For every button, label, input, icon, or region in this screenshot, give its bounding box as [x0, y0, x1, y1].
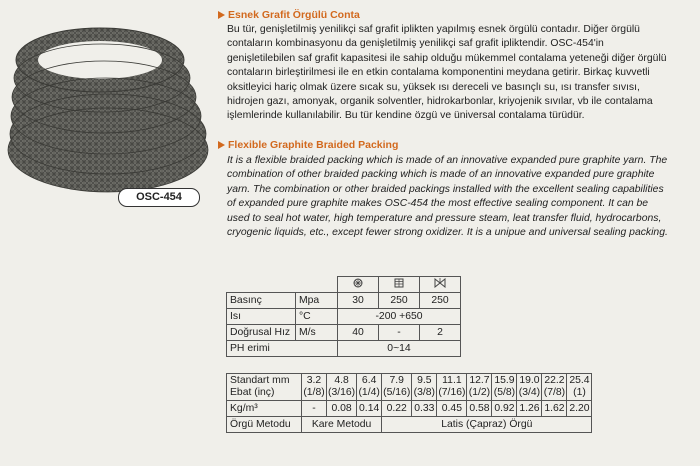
- english-heading: Flexible Graphite Braided Packing: [218, 139, 398, 151]
- turkish-paragraph: Bu tür, genişletilmiş yenilikçi saf grafit iplikten yapılmış esnek örgülü contadır. Diğer örgülü contaların kombinasyonu da genişletilmiş yenilikçi saf grafit ipliktendir. OSC-454'in genişletilebilen saf grafit kapasitesi ile sahip olduğu mükemmel contalama yeteneği diğer örgülü contaların birleştirilmesi ile en etkin contalama komponentini meydana getirir. Birkaç kuvvetli oksitleyici hariç olmak üzere sıcak su, yüksek ısı dereceli ve basınçlı su, ısı transfer sıvısı, hidrojen gazı, amonyak, organik solventler, hidrokarbonlar, kriyojenik sıvılar, vb ile contalama işlemlerinde kullanılabilir. Bu tür kendine özgü ve üniversal contalama türüdür.: [227, 24, 667, 122]
- spec-row-ph: PH erimi 0~14: [227, 340, 461, 356]
- product-code-badge: OSC-454: [118, 188, 200, 207]
- size-header-label: Standart mm Ebat (inç): [227, 374, 302, 401]
- spec-icon-row: [227, 277, 461, 293]
- size-method-row: Örgü Metodu Kare Metodu Latis (Çapraz) Örgü: [227, 417, 592, 433]
- size-table: [226, 373, 592, 433]
- rotary-pump-icon: [338, 277, 379, 293]
- size-weight-row: Kg/m³ - 0.08 0.14 0.22 0.33 0.45 0.58 0.92 1.26 1.62 2.20: [227, 401, 592, 417]
- spec-row-pressure: Basınç Mpa 30 250 250: [227, 292, 461, 308]
- valve-icon: [420, 277, 461, 293]
- english-paragraph: It is a flexible braided packing which is made of an innovative expanded pure graphite yarn. The combination of other braided packing which is made of an innovative expanded pure graphite yarn. The combination or other braided packings installed with the excellent sealing capabilities of expanded pure graphite makes OSC-454 the most effective sealing component. It can be used to seal hot water, high temperature and pressure steam, leat transfer fluid, hydrocarbons, cryogenic liquids, etc., except fewer strong oxidizer. It is a unipue and universal sealing packing.: [227, 155, 668, 239]
- arrow-icon: [218, 141, 225, 149]
- spec-row-temperature: Isı °C -200 +650: [227, 308, 461, 324]
- spec-row-speed: Doğrusal Hız M/s 40 - 2: [227, 324, 461, 340]
- arrow-icon: [218, 11, 225, 19]
- spec-table: [226, 276, 461, 357]
- packing-coil: [8, 28, 208, 192]
- reciprocating-icon: [379, 277, 420, 293]
- turkish-heading: Esnek Grafit Örgülü Conta: [218, 9, 360, 21]
- size-header-row: Standart mm Ebat (inç) 3.2 (1/8) 4.8 (3/16) 6.4 (1/4) 7.9 (5/16) 9.5 (3/8) 11.1 (7/16) 12.7 (1/2) 15.9 (5/8) 19.0 (3/4) 22.2 (7/8) 25.4 (1): [227, 374, 592, 401]
- product-image: [0, 0, 212, 212]
